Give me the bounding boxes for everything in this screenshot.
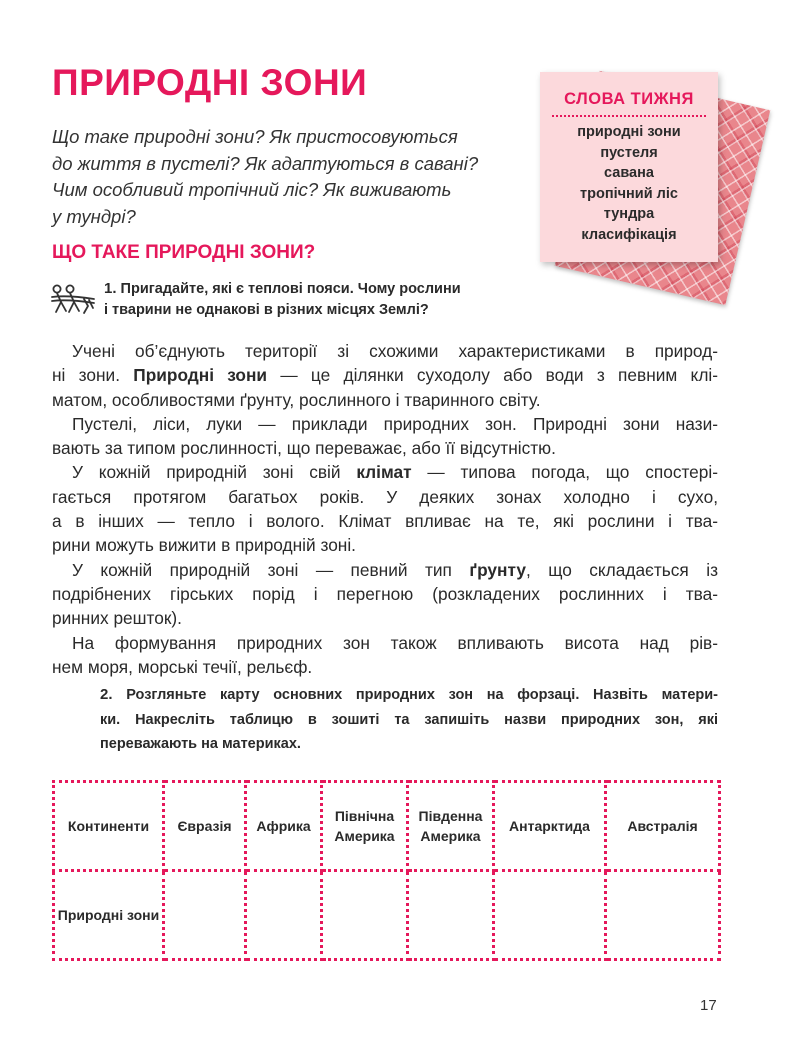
table-header-cell: Північна Америка	[322, 782, 408, 871]
body-text	[52, 339, 718, 679]
task-2-line: переважають на материках.	[100, 736, 301, 752]
task-1-text: Пригадайте, які є теплові пояси. Чому рослини	[120, 281, 461, 297]
task-1-line: і тварини не однакові в різних місцях Землі?	[104, 302, 429, 318]
text-line: матом, особливостями ґрунту, рослинного і тваринного світу.	[52, 389, 541, 410]
text-line	[52, 558, 718, 582]
table-header-cell: Континенти	[54, 782, 164, 871]
text-span: , що складається із	[525, 559, 718, 580]
intro-questions	[52, 124, 522, 230]
table-header-cell: Австралія	[606, 782, 720, 871]
table-cell	[246, 871, 322, 960]
term-soil: ґрунту	[469, 559, 526, 580]
text-line	[52, 460, 718, 484]
word-item: класифікація	[581, 226, 677, 243]
word-item: тропічний ліс	[580, 185, 678, 202]
table-cell	[164, 871, 246, 960]
text-span: — це ділянки суходолу або води з певним клі-	[267, 365, 718, 386]
table-header-cell: Південна Америка	[408, 782, 494, 871]
text-span: ні зони.	[52, 365, 134, 386]
word-item: савана	[604, 165, 654, 181]
table-header-row	[54, 782, 720, 871]
table-header-cell: Африка	[246, 782, 322, 871]
task-1	[104, 278, 534, 321]
words-card-title: СЛОВА ТИЖНЯ	[564, 90, 694, 108]
text-line: Учені об’єднують території зі схожими характеристиками в природ-	[72, 341, 718, 361]
task-2	[100, 683, 718, 757]
word-item: природні зони	[577, 124, 681, 140]
table-header-cell: Євразія	[164, 782, 246, 871]
term-natural-zones: Природні зони	[133, 365, 268, 386]
tug-of-war-icon	[48, 282, 96, 318]
text-line: На формування природних зон також впливають висота над рів-	[72, 632, 718, 653]
table-cell	[606, 871, 720, 960]
section-title: ЩО ТАКЕ ПРИРОДНІ ЗОНИ?	[52, 242, 316, 263]
intro-line: Що таке природні зони? Як пристосовуються	[52, 126, 458, 147]
task-number: 1.	[104, 280, 117, 297]
intro-line: Чим особливий тропічний ліс? Як виживають	[52, 179, 452, 200]
intro-line: у тундрі?	[52, 205, 136, 227]
word-item: пустеля	[600, 144, 658, 161]
text-line: рини можуть вижити в природній зоні.	[52, 535, 356, 556]
table-row	[54, 871, 720, 960]
continents-table	[52, 780, 721, 961]
intro-line: до життя в пустелі? Як адаптуються в савані?	[52, 152, 479, 174]
table-cell	[322, 871, 408, 960]
page-number: 17	[700, 997, 717, 1014]
term-climate: клімат	[356, 462, 412, 483]
text-span: У кожній природній зоні — певний тип	[72, 559, 470, 580]
task-2-line	[100, 683, 718, 708]
text-line: Пустелі, ліси, луки — приклади природних зон. Природні зони нази-	[72, 413, 718, 434]
task-number: 2.	[100, 686, 113, 703]
text-line: гається протягом багатьох років. У деяких зонах холодно і сухо,	[52, 486, 718, 507]
table-header-cell: Антарктида	[494, 782, 606, 871]
task-1-line	[104, 278, 534, 300]
word-item: тундра	[603, 206, 655, 222]
table-row-label: Природні зони	[54, 871, 164, 960]
dotted-divider	[552, 115, 706, 117]
text-line: а в інших — тепло і волого. Клімат впливає на те, які рослини і тва-	[52, 511, 718, 532]
table-cell	[494, 871, 606, 960]
table-cell	[408, 871, 494, 960]
text-span: У кожній природній зоні свій	[72, 462, 357, 483]
text-span: — типова погода, що спостері-	[411, 462, 718, 483]
text-line	[52, 363, 718, 387]
text-line: ринних решток).	[52, 608, 182, 629]
text-line: вають за типом рослинності, що переважає, або її відсутністю.	[52, 438, 556, 459]
words-of-week-card	[540, 72, 718, 262]
text-line: подрібнених гірських порід і перегною (розкладених рослинних і тва-	[52, 583, 718, 604]
text-line: нем моря, морські течії, рельєф.	[52, 656, 313, 677]
page-title: ПРИРОДНІ ЗОНИ	[52, 62, 368, 103]
task-2-line: ки. Накресліть таблицю в зошиті та запишіть назви природних зон, які	[100, 711, 718, 728]
task-2-text: Розгляньте карту основних природних зон на форзаці. Назвіть матери-	[126, 687, 718, 703]
